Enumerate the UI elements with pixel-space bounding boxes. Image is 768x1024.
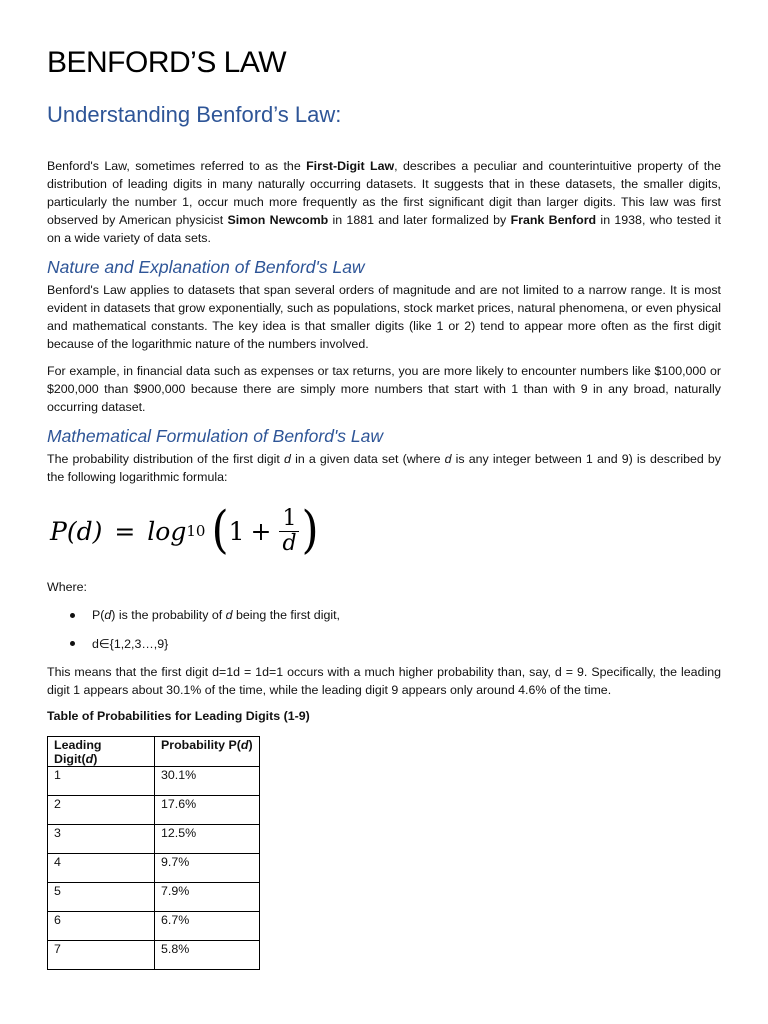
bullet-item	[70, 636, 168, 651]
table-row	[48, 854, 260, 883]
table-row	[48, 767, 260, 796]
bullet-text: P(d) is the probability of d being the first digit,	[92, 608, 340, 622]
cell-probability: 7.9%	[155, 883, 260, 912]
table-row	[48, 796, 260, 825]
cell-digit: 2	[48, 796, 155, 825]
bullet-dot	[70, 641, 75, 646]
table-row	[48, 912, 260, 941]
cell-probability: 12.5%	[155, 825, 260, 854]
formula-close-paren: )	[301, 501, 319, 560]
column-header-leading-digit: Leading Digit(d)	[48, 737, 155, 767]
formula-log-base: 10	[186, 522, 206, 540]
column-header-probability: Probability P(d)	[155, 737, 260, 767]
term-first-digit-law: First-Digit Law	[306, 159, 395, 173]
formula-one: 1	[228, 516, 245, 546]
cell-probability: 6.7%	[155, 912, 260, 941]
formula-open-paren: (	[211, 501, 229, 560]
bullet-item	[70, 608, 340, 622]
cell-digit: 3	[48, 825, 155, 854]
cell-probability: 17.6%	[155, 796, 260, 825]
formula-plus: +	[250, 516, 272, 546]
math-paragraph-2: This means that the first digit d=1d = 1d=1 occurs with a much higher probability than, say, d = 9. Specifically, the leading digit 1 appears about 30.1% of the time, while the leading digit 9 appears only around 4.6% of the time.	[47, 665, 721, 697]
cell-probability: 5.8%	[155, 941, 260, 970]
cell-digit: 4	[48, 854, 155, 883]
formula-log: log	[147, 516, 187, 546]
table-row	[48, 941, 260, 970]
document-title: BENFORD’S LAW	[47, 46, 287, 79]
name-frank-benford: Frank Benford	[510, 213, 597, 227]
cell-digit: 6	[48, 912, 155, 941]
where-label: Where:	[47, 580, 87, 594]
cell-digit: 7	[48, 941, 155, 970]
math-paragraph: The probability distribution of the first digit d in a given data set (where d is any integer between 1 and 9) is described by the following logarithmic formula:	[47, 452, 721, 484]
bullet-text: d∈{1,2,3…,9}	[92, 637, 169, 651]
benford-formula	[50, 498, 319, 564]
section-title: Understanding Benford’s Law:	[47, 102, 342, 127]
table-caption: Table of Probabilities for Leading Digits (1-9)	[47, 709, 310, 723]
nature-heading: Nature and Explanation of Benford's Law	[47, 257, 365, 277]
table-row	[48, 825, 260, 854]
intro-paragraph: Benford's Law, sometimes referred to as the First-Digit Law, describes a peculiar and counterintuitive property of the distribution of leading digits in many naturally occurring datasets. It suggests that in these datasets, the smaller digits, particularly the number 1, occur much more frequently as the first significant digit than larger digits. This law was first observed by American physicist Simon Newcomb in 1881 and later formalized by Frank Benford in 1938, who tested it on a wide variety of data sets.	[47, 159, 722, 245]
formula-equals: =	[114, 516, 136, 546]
nature-paragraph-2: For example, in financial data such as expenses or tax returns, you are more likely to encounter numbers like $100,000 or $200,000 than $900,000 because there are simply more numbers that start with 1 than with 9 in any broad, naturally occurring dataset.	[47, 364, 721, 414]
bullet-dot	[70, 613, 75, 618]
name-simon-newcomb: Simon Newcomb	[227, 213, 329, 227]
cell-digit: 5	[48, 883, 155, 912]
table-header-row	[48, 737, 260, 767]
formula-fraction	[279, 507, 299, 556]
table-row	[48, 883, 260, 912]
formula-lhs: P(d)	[50, 516, 103, 546]
cell-probability: 30.1%	[155, 767, 260, 796]
math-heading: Mathematical Formulation of Benford's Law	[47, 426, 383, 446]
probability-table	[47, 736, 260, 970]
fraction-denominator: d	[282, 530, 297, 556]
cell-digit: 1	[48, 767, 155, 796]
cell-probability: 9.7%	[155, 854, 260, 883]
nature-paragraph-1: Benford's Law applies to datasets that span several orders of magnitude and are not limited to a narrow range. It is most evident in datasets that grow exponentially, such as populations, stock market prices, natural phenomena, or even physical and mathematical constants. The key idea is that smaller digits (like 1 or 2) tend to appear more often as the first digit because of the logarithmic nature of the numbers involved.	[47, 283, 721, 351]
fraction-numerator: 1	[282, 505, 297, 531]
